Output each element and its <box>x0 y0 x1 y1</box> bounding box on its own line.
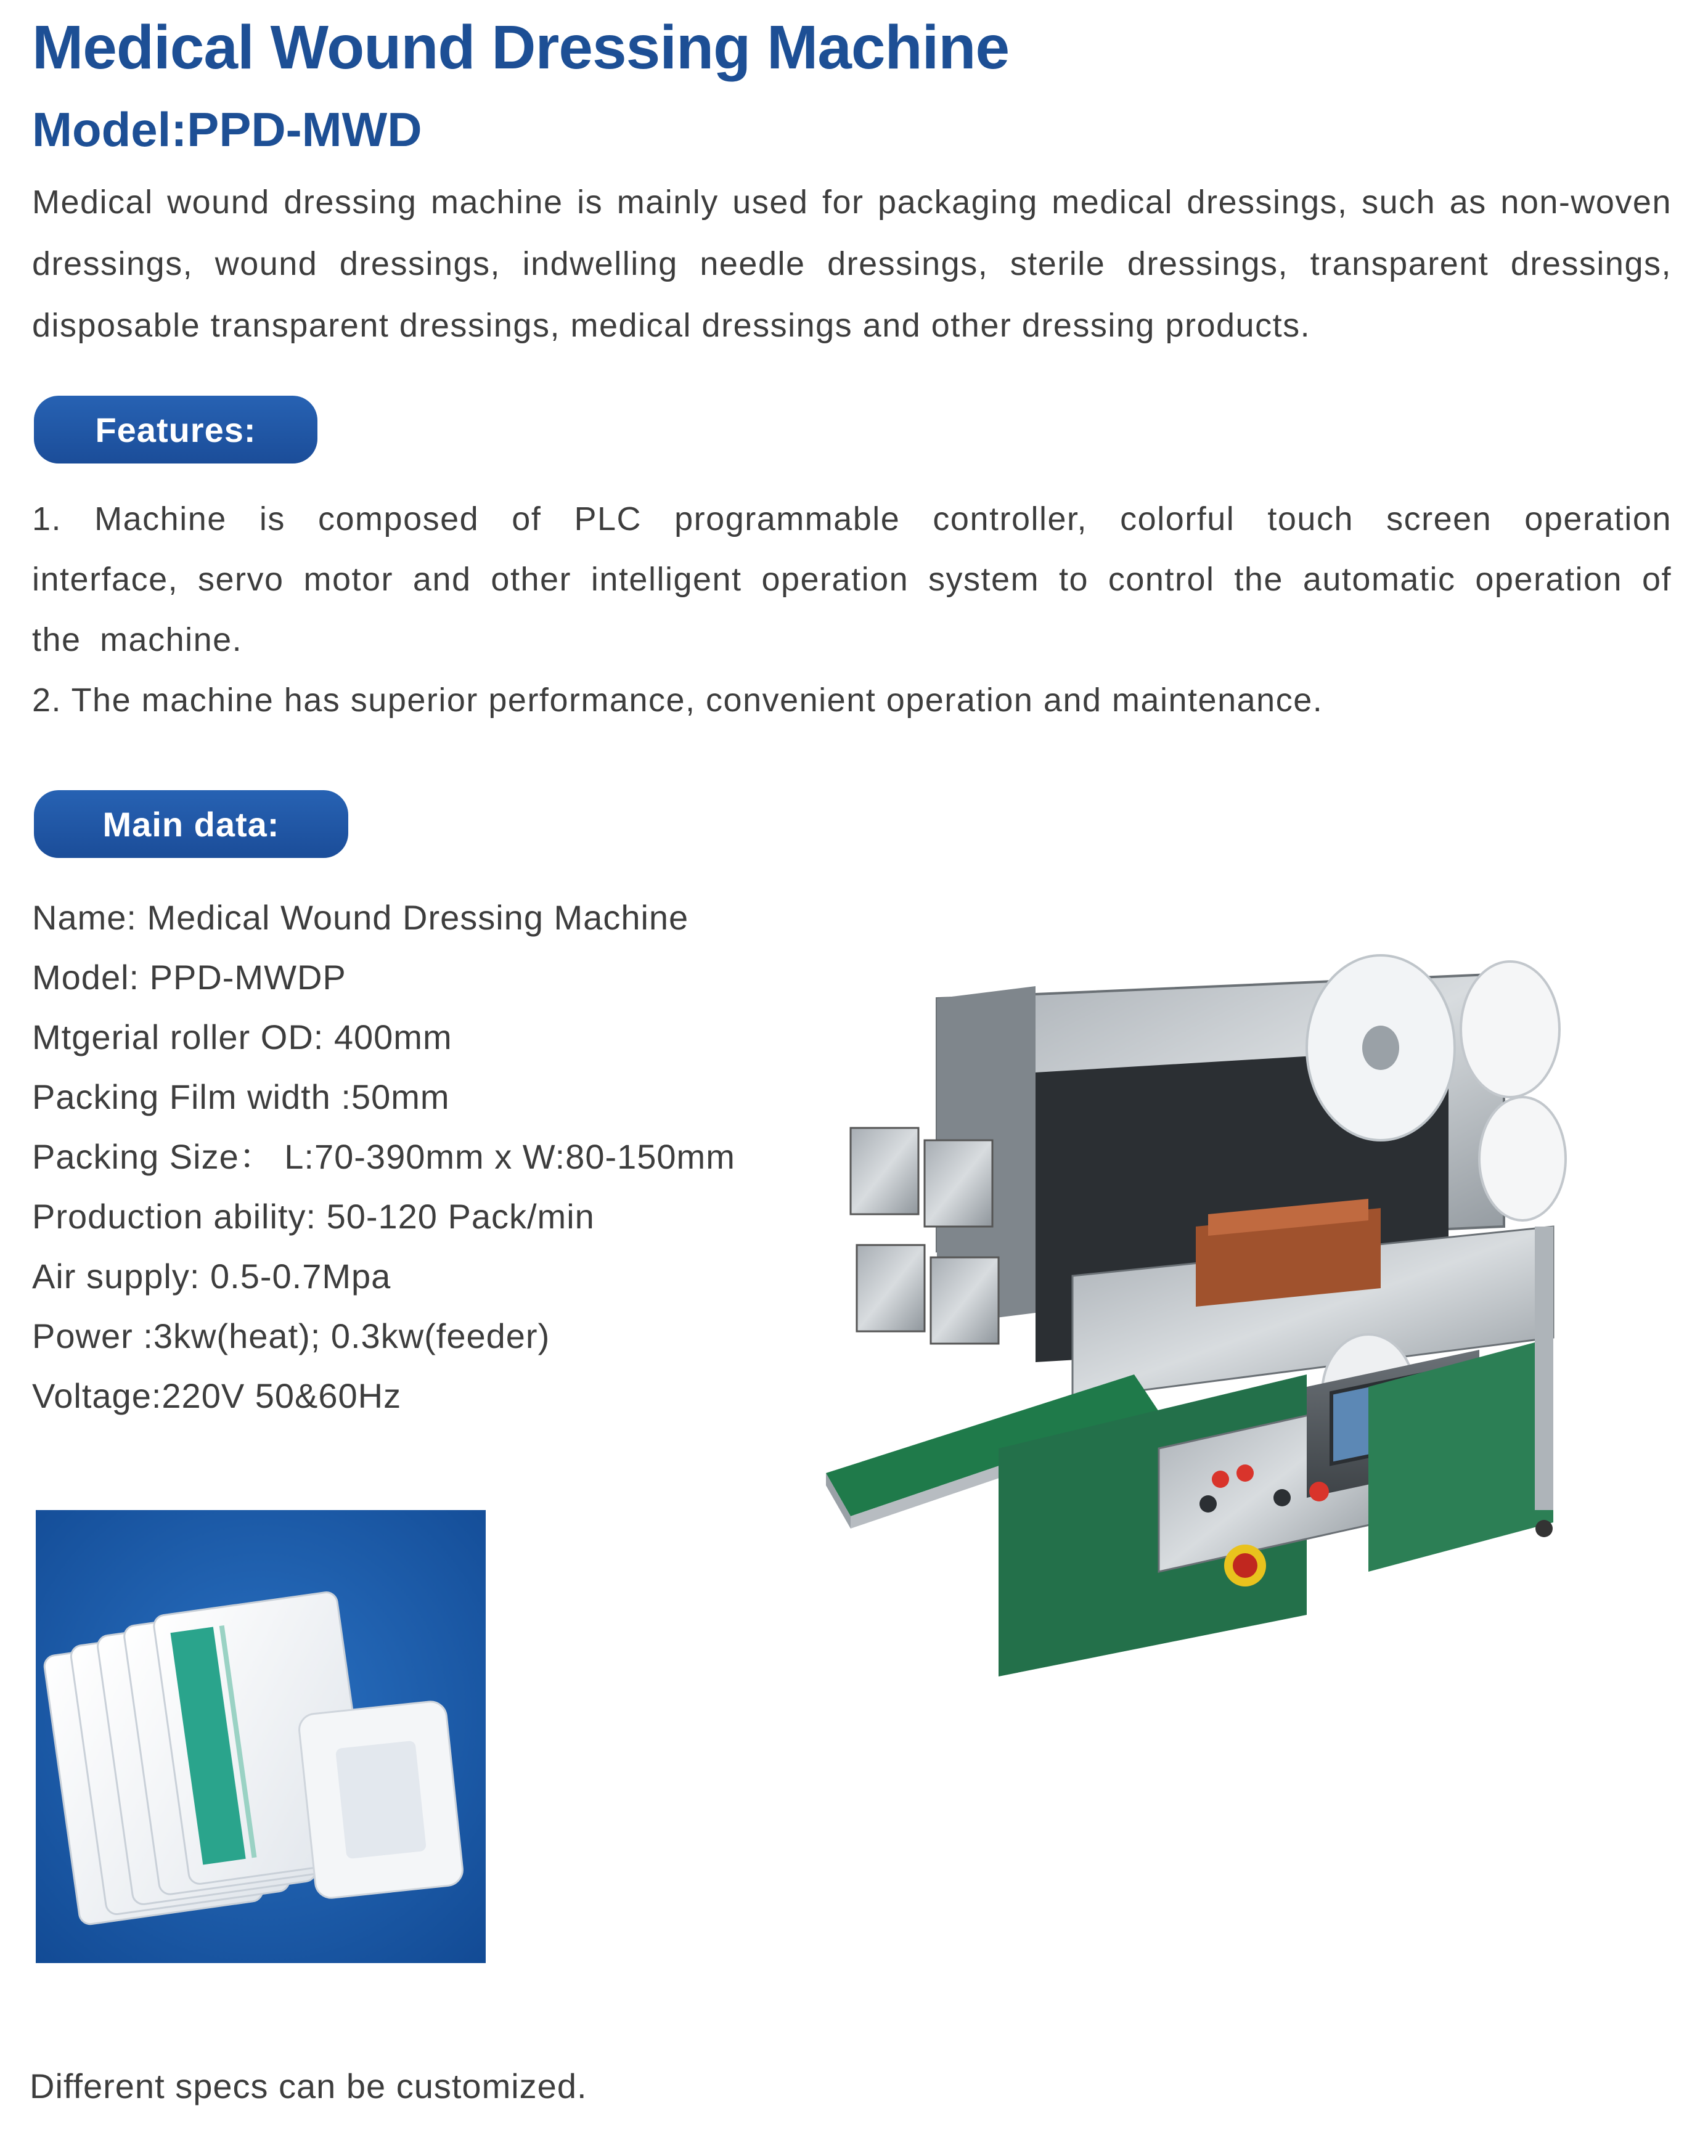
machine-product-photo <box>814 906 1683 1720</box>
spec-item: Production ability: 50-120 Pack/min <box>32 1197 595 1236</box>
spec-item: Air supply: 0.5-0.7Mpa <box>32 1257 391 1296</box>
feature-item: 1. Machine is composed of PLC programmable controller, colorful touch screen operation interface, servo motor and other intelligent operation system to control the automatic operation of the machine. <box>32 500 1672 658</box>
dressing-product-photo <box>36 1510 486 1963</box>
features-list <box>32 489 1672 730</box>
main-data-section-label <box>34 790 348 858</box>
spec-item: Voltage:220V 50&60Hz <box>32 1376 402 1415</box>
footer-note: Different specs can be customized. <box>30 2067 587 2105</box>
spec-list <box>32 888 735 1426</box>
feature-item: 2. The machine has superior performance, convenient operation and maintenance. <box>32 682 1323 719</box>
spec-item: Name: Medical Wound Dressing Machine <box>32 898 689 937</box>
spec-item: Packing Size： L:70-390mm x W:80-150mm <box>32 1137 735 1176</box>
spec-item: Power :3kw(heat); 0.3kw(feeder) <box>32 1317 550 1355</box>
features-section-label <box>34 396 317 463</box>
main-data-label-text: Main data: <box>102 804 280 844</box>
page-title: Medical Wound Dressing Machine <box>32 13 1010 82</box>
spec-item: Mtgerial roller OD: 400mm <box>32 1018 452 1056</box>
model-heading: Model:PPD-MWD <box>32 102 422 157</box>
spec-item: Model: PPD-MWDP <box>32 958 346 997</box>
dressing-photo-graphic <box>36 1510 486 1963</box>
machine-photo-graphic <box>814 906 1683 1720</box>
features-label-text: Features: <box>95 410 256 449</box>
spec-item: Packing Film width :50mm <box>32 1077 450 1116</box>
intro-paragraph: Medical wound dressing machine is mainly used for packaging medical dressings, such as non-woven dressings, wound dressings, indwelling needle dressings, sterile dressings, transparent dressings, disposable transparent dressings, medical dressings and other dressing products. <box>32 184 1672 344</box>
